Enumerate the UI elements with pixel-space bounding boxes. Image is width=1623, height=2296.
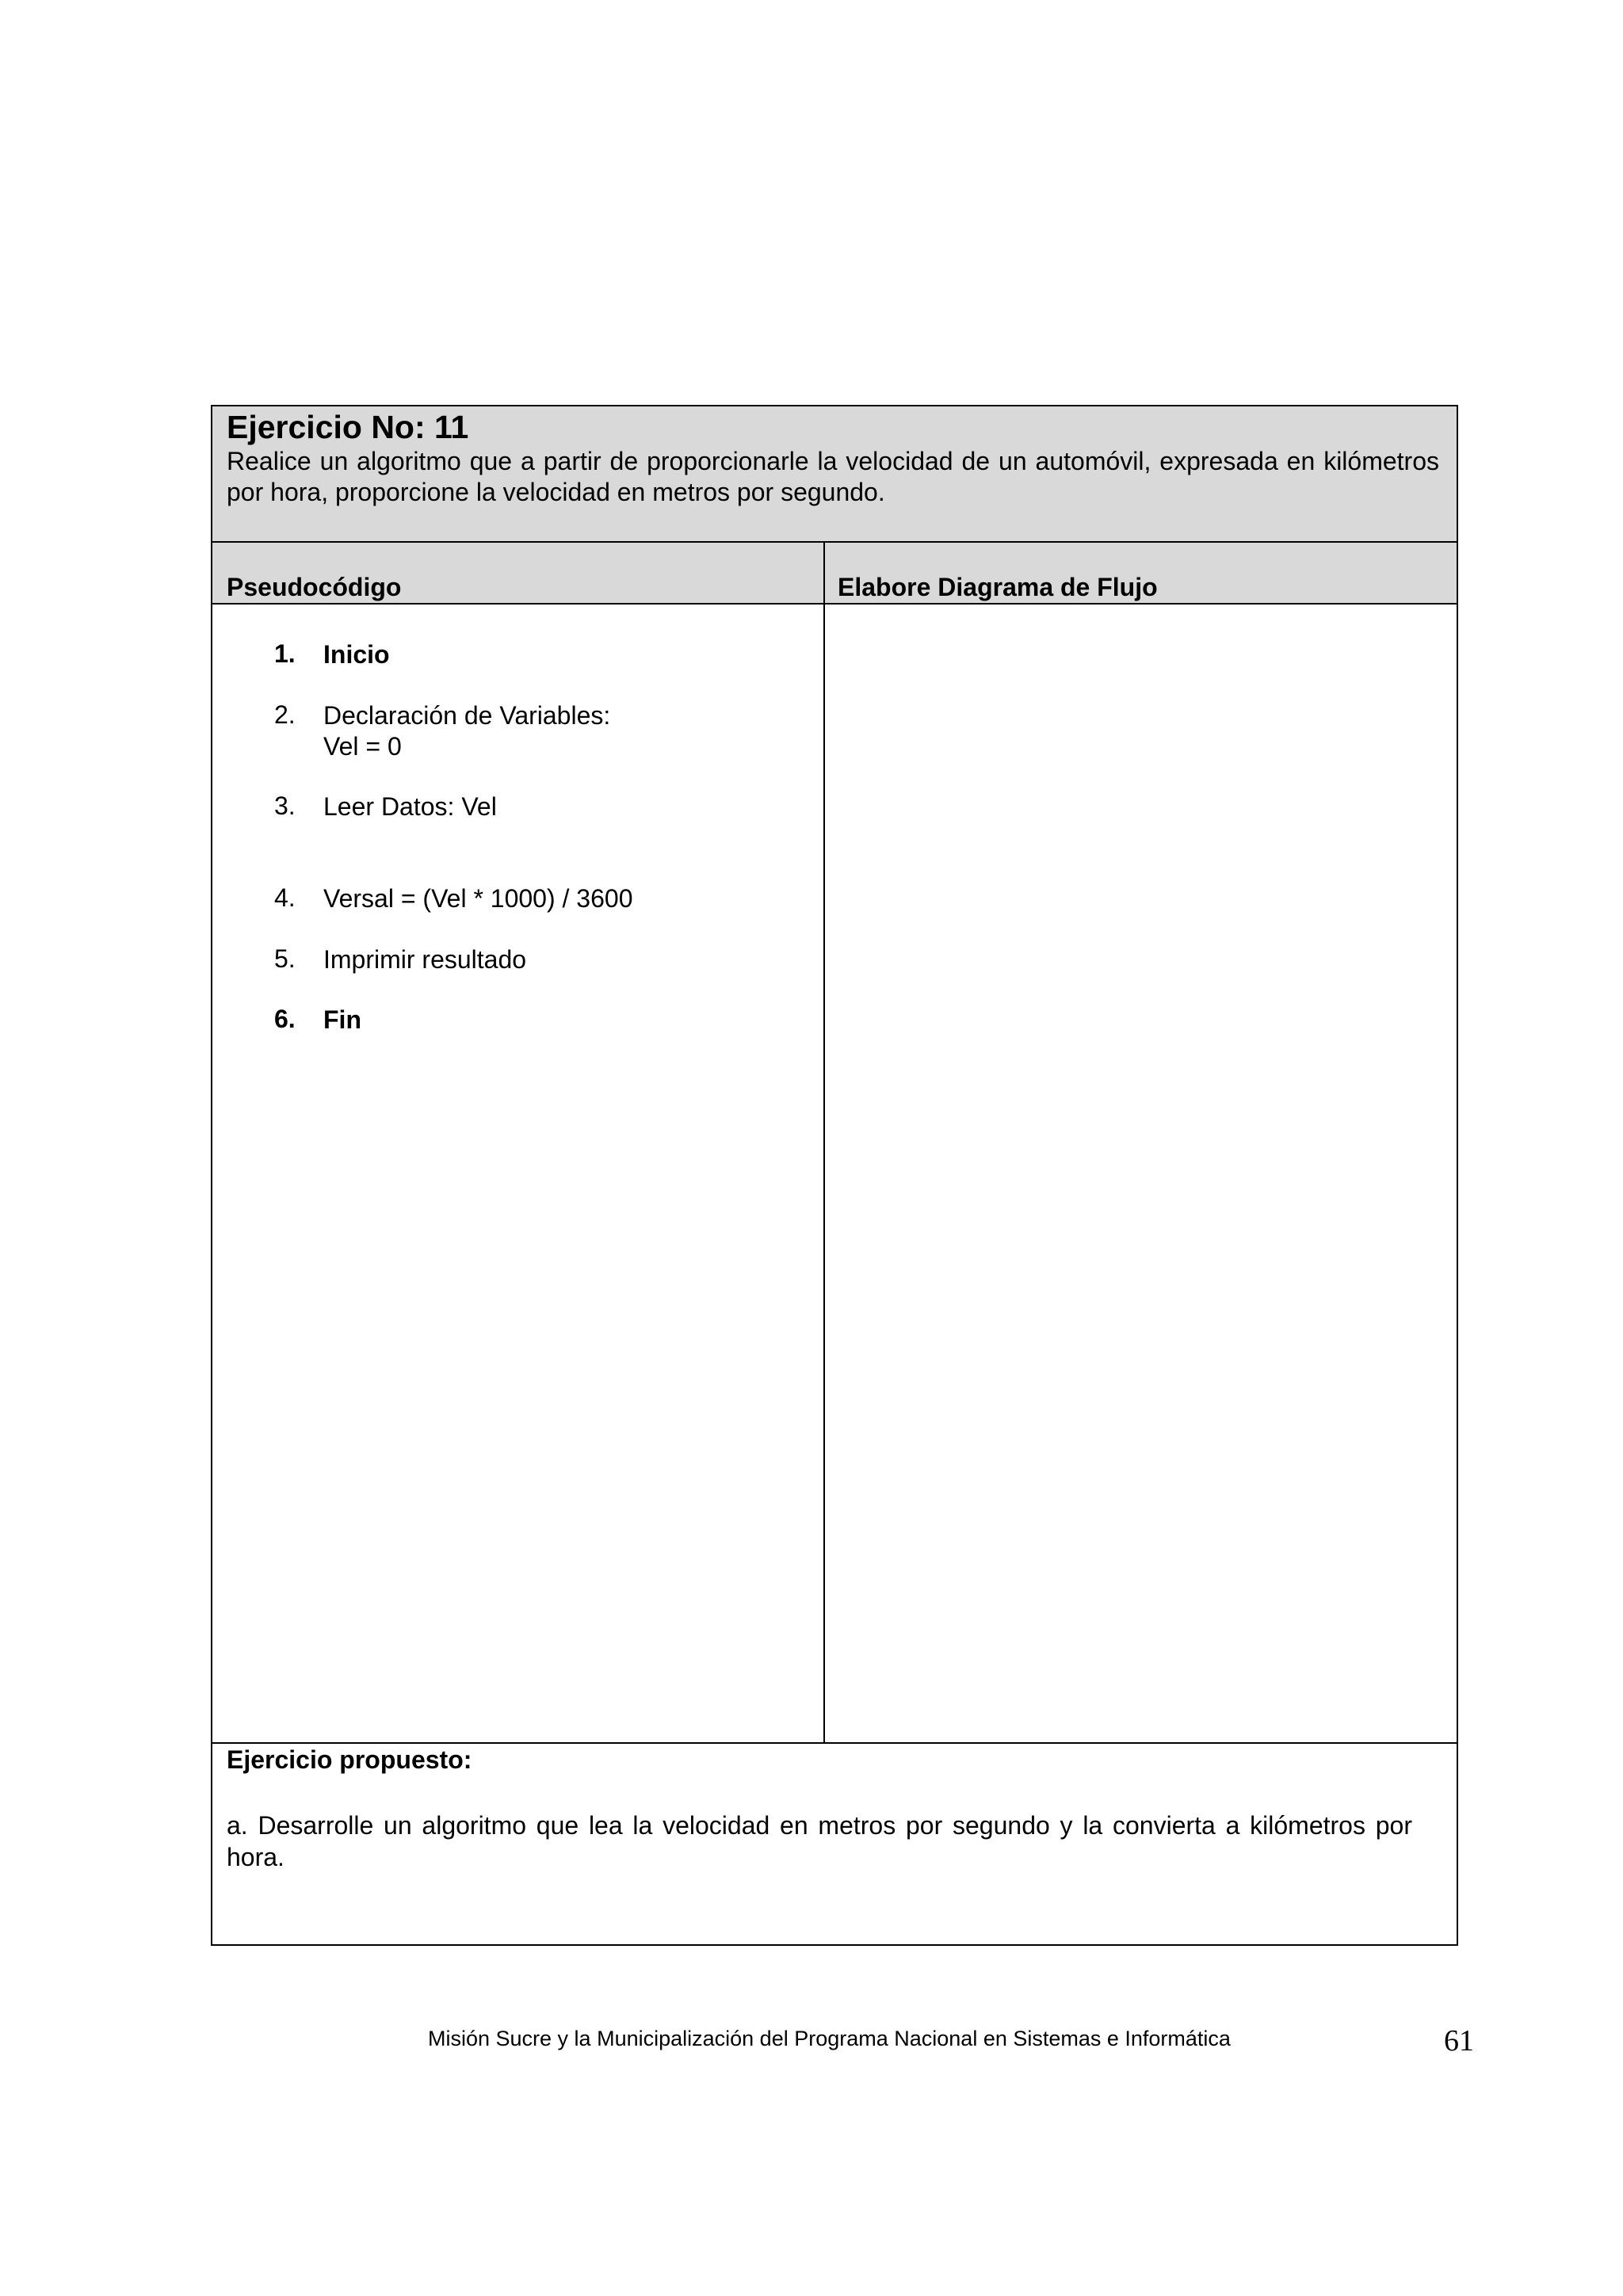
step-text: Leer Datos: Vel [323, 792, 497, 821]
pseudocode-header [212, 543, 825, 605]
step-number: 4. [274, 883, 296, 912]
proposed-exercise-heading: Ejercicio propuesto: [227, 1745, 472, 1774]
page-number: 61 [1444, 2024, 1474, 2058]
step-text: Fin [323, 1005, 361, 1034]
step-text-continuation: Vel = 0 [323, 732, 402, 761]
step-number: 5. [274, 944, 296, 973]
step-5 [274, 944, 526, 975]
exercise-statement: Realice un algoritmo que a partir de proporcionarle la velocidad de un automóvil, expresada en kilómetros por hora, proporcione la velocidad en metros por segundo. [227, 447, 1439, 506]
step-number: 3. [274, 791, 296, 820]
proposed-exercise [212, 1744, 1457, 1873]
step-number: 2. [274, 700, 296, 729]
step-text: Declaración de Variables: [323, 701, 611, 730]
exercise-title: Ejercicio No: 11 [227, 409, 469, 445]
step-3 [274, 791, 497, 822]
page-footer-text: Misión Sucre y la Municipalización del Programa Nacional en Sistemas e Informática [428, 2027, 1231, 2050]
flowchart-header [825, 543, 1457, 605]
step-1 [274, 639, 390, 670]
proposed-exercise-text: a. Desarrolle un algoritmo que lea la velocidad en metros por segundo y la convierta a kilómetros por hora. [227, 1811, 1412, 1871]
pseudocode-panel [212, 605, 825, 1744]
step-number: 1. [274, 639, 296, 668]
exercise-header [212, 406, 1457, 543]
exercise-sheet [211, 405, 1458, 1946]
step-text: Inicio [323, 640, 390, 669]
step-text: Versal = (Vel * 1000) / 3600 [323, 884, 633, 913]
flowchart-panel [825, 605, 1457, 1744]
step-2 [274, 700, 610, 762]
step-number: 6. [274, 1005, 296, 1033]
step-text: Imprimir resultado [323, 945, 527, 974]
pseudocode-header-label: Pseudocódigo [227, 573, 402, 601]
step-6 [274, 1005, 361, 1035]
step-4 [274, 883, 632, 914]
flowchart-header-label: Elabore Diagrama de Flujo [838, 573, 1158, 601]
